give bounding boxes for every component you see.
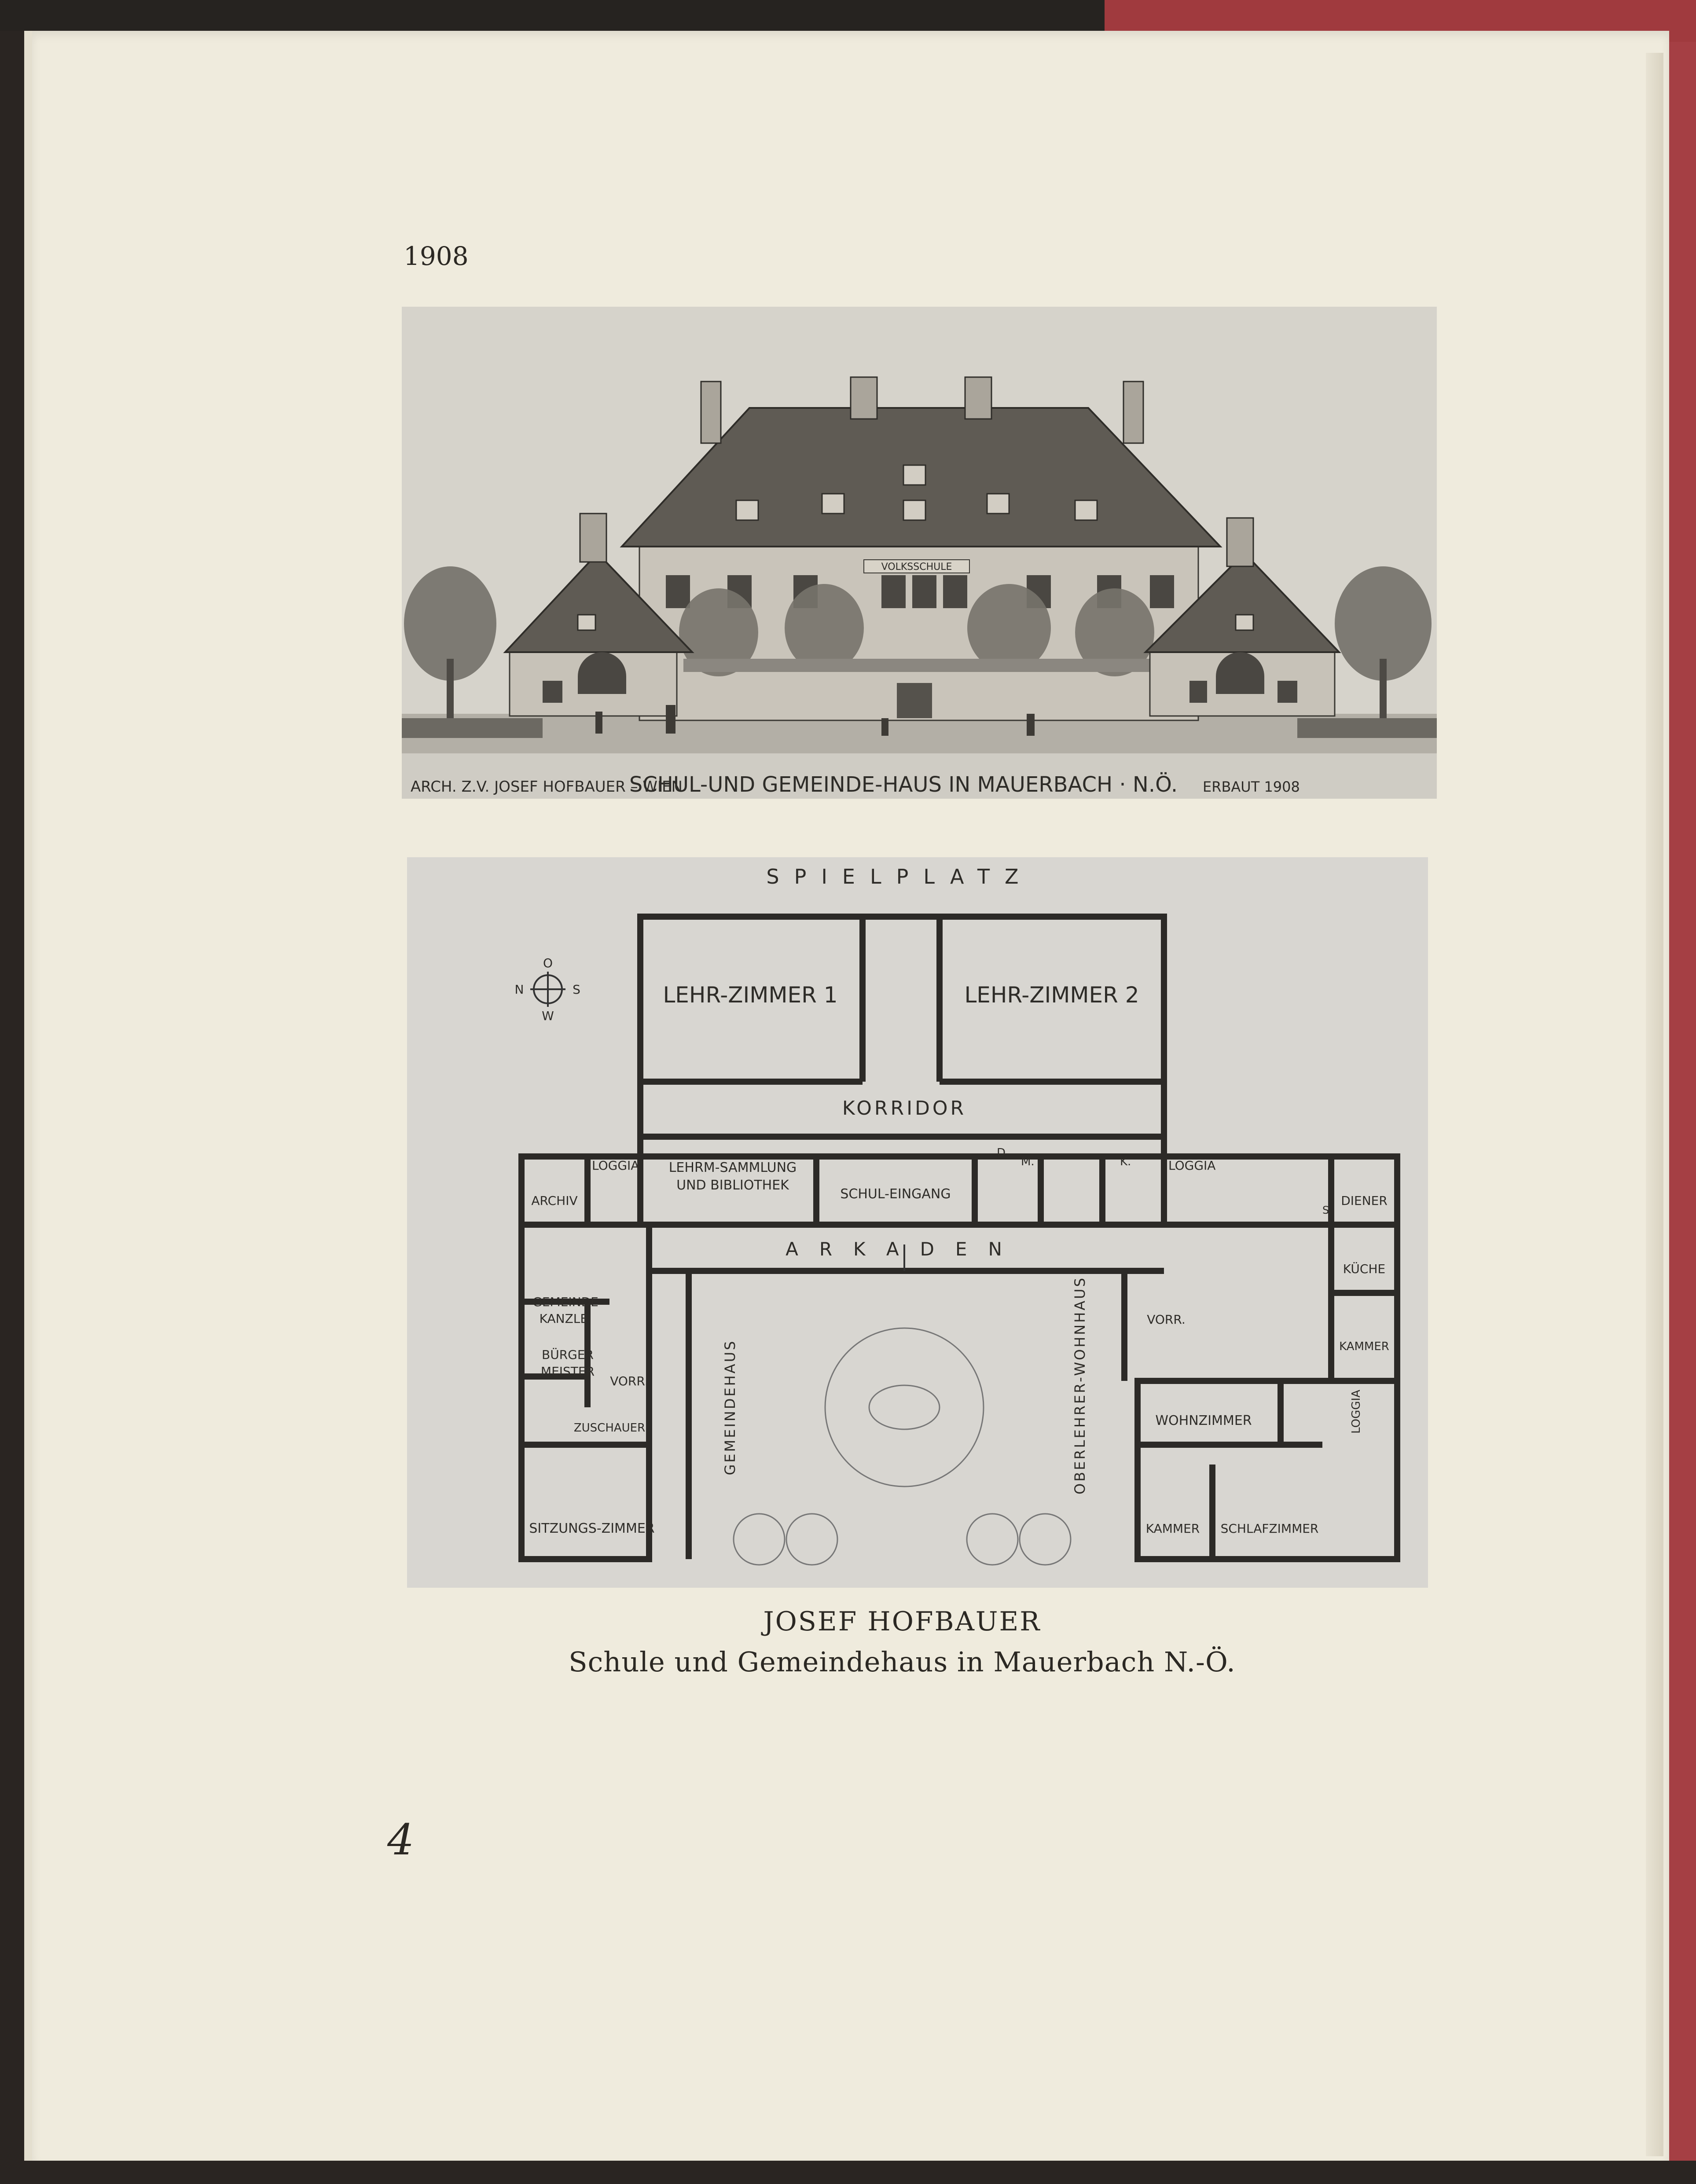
room-diener: DIENER (1341, 1193, 1388, 1208)
room-bibliothek: UND BIBLIOTHEK (676, 1178, 789, 1193)
room-korridor: KORRIDOR (842, 1097, 967, 1120)
hedge-left (402, 718, 543, 738)
hedge-right (1297, 718, 1437, 738)
facade-sign: VOLKSSCHULE (881, 562, 952, 573)
room-loggia-vertical: LOGGIA (1350, 1390, 1363, 1434)
room-arkaden: ARKADEN (786, 1238, 1023, 1260)
svg-text:S: S (573, 982, 580, 997)
room-oberlehrer-wohnhaus: OBERLEHRER-WOHNHAUS (1072, 1276, 1088, 1494)
room-s: S. (1322, 1204, 1333, 1216)
figure-person (666, 705, 675, 734)
room-gemeindehaus: GEMEINDEHAUS (722, 1339, 738, 1476)
elevation-title: SCHUL-UND GEMEINDE-HAUS IN MAUERBACH · N.Ö. (629, 772, 1178, 797)
room-gemeinde-kanzlei: GEMEINDE (532, 1295, 598, 1309)
room-k: K. (1120, 1155, 1131, 1168)
plate-caption: Schule und Gemeindehaus in Mauerbach N.-Ö. (569, 1646, 1236, 1678)
room-vorr-right: VORR. (1147, 1312, 1186, 1327)
room-buerger: BÜRGER (541, 1347, 594, 1362)
room-vorr-left: VORR. (610, 1374, 649, 1388)
room-kueche: KÜCHE (1343, 1262, 1386, 1276)
plan-spielplatz: SPIELPLATZ (766, 865, 1034, 888)
room-d: D. (997, 1146, 1010, 1160)
elevation-drawing (402, 307, 1437, 799)
figure-person (1027, 714, 1035, 736)
figure-person (881, 718, 888, 736)
room-m: M. (1021, 1155, 1035, 1168)
room-lehrm-sammlung: LEHRM-SAMMLUNG (668, 1160, 797, 1175)
svg-text:W: W (542, 1009, 554, 1023)
svg-text:O: O (543, 956, 553, 970)
room-lehr-zimmer-1: LEHR-ZIMMER 1 (663, 982, 838, 1008)
room-schul-eingang: SCHUL-EINGANG (840, 1186, 951, 1202)
plate-year: 1908 (404, 241, 469, 271)
page-number: 4 (387, 1815, 415, 1865)
svg-text:N: N (514, 982, 524, 997)
room-zuschauer: ZUSCHAUER (573, 1421, 646, 1435)
room-kammer-bottom: KAMMER (1145, 1521, 1200, 1536)
page-stack-edge (1646, 53, 1663, 2156)
floor-plan (407, 857, 1428, 1588)
room-archiv: ARCHIV (531, 1193, 578, 1208)
elevation-credit: ARCH. Z.V. JOSEF HOFBAUER – WIEN (411, 778, 683, 796)
figure-person (595, 712, 602, 734)
room-wohnzimmer: WOHNZIMMER (1155, 1413, 1252, 1428)
room-gemeinde-kanzlei-2: KANZLEI (539, 1311, 592, 1326)
room-kammer-right: KAMMER (1339, 1340, 1389, 1353)
room-lehr-zimmer-2: LEHR-ZIMMER 2 (964, 982, 1139, 1008)
room-loggia-left: LOGGIA (592, 1158, 639, 1173)
room-loggia-right: LOGGIA (1168, 1158, 1216, 1173)
room-meister: MEISTER (540, 1364, 595, 1379)
room-schlafzimmer: SCHLAFZIMMER (1220, 1521, 1319, 1536)
elevation-built: ERBAUT 1908 (1203, 778, 1300, 795)
main-building (622, 377, 1220, 720)
scan-background-bottom (0, 2161, 1696, 2184)
room-sitzungs-zimmer: SITZUNGS-ZIMMER (529, 1521, 655, 1536)
architect-name: JOSEF HOFBAUER (763, 1606, 1041, 1637)
